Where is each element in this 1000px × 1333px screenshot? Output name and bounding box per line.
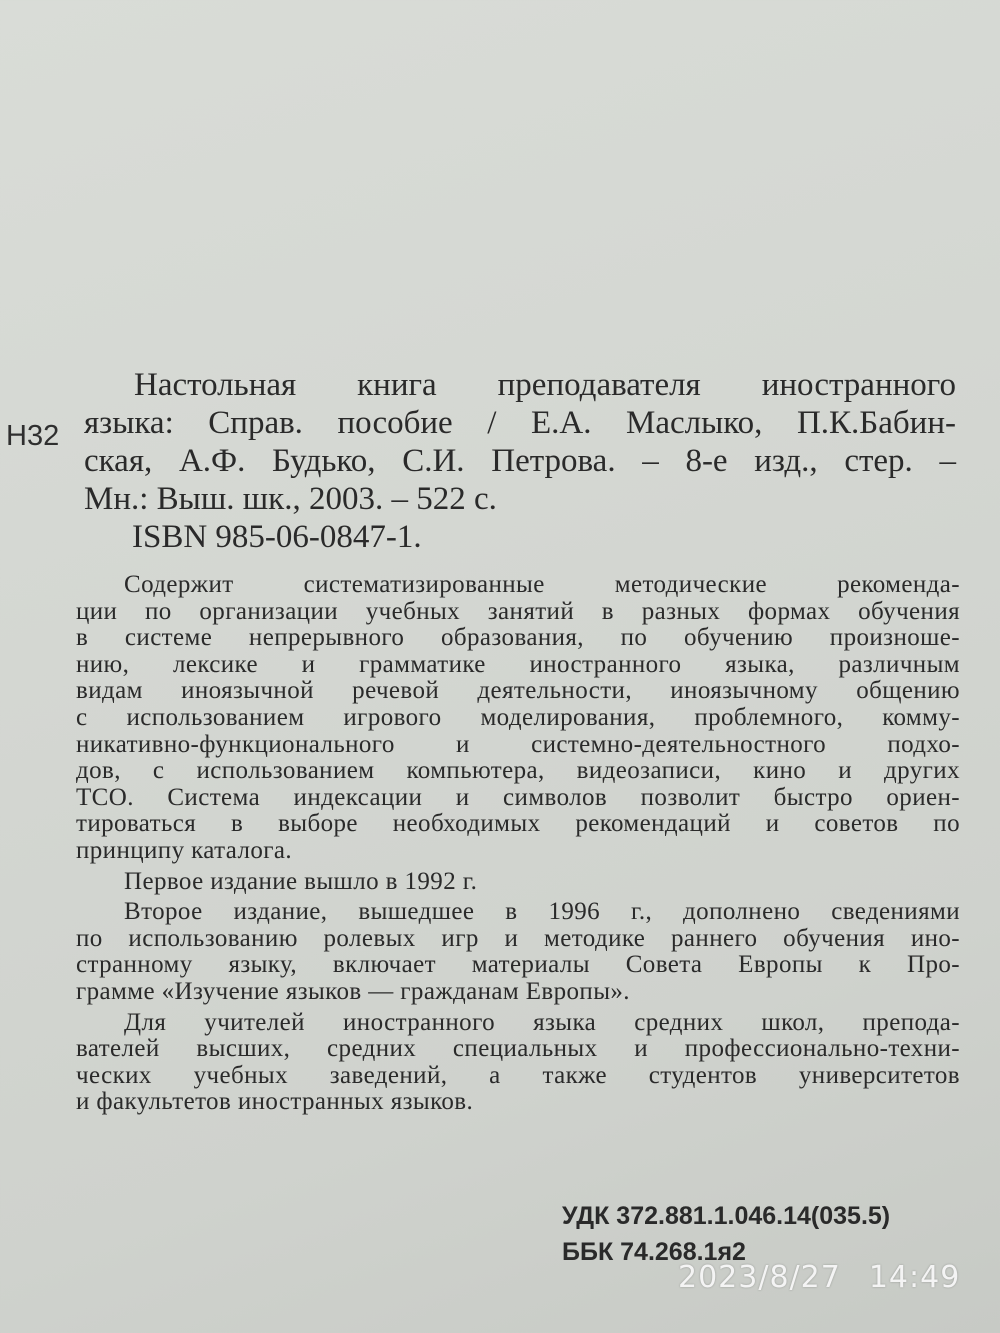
annotation-line: дов, с использованием компьютера, видеозаписи, кино и других — [76, 757, 960, 785]
bib-line: языка: Справ. пособие / Е.А. Маслыко, П.К.Бабин- — [84, 405, 956, 441]
bbk-code: ББК 74.268.1я2 — [562, 1238, 746, 1266]
annotation-line: странному языку, включает материалы Совета Европы к Про- — [76, 951, 960, 979]
audience-line: и факультетов иностранных языков. — [76, 1088, 474, 1116]
annotation-line: нию, лексике и грамматике иностранного языка, различным — [76, 650, 960, 678]
annotation-line: ции по организации учебных занятий в разных формах обучения — [76, 597, 960, 625]
annotation-line: Второе издание, вышедшее в 1996 г., дополнено сведениями — [124, 898, 960, 926]
annotation — [76, 572, 964, 1116]
bibliographic-record — [84, 366, 964, 556]
annotation-line: принципу каталога. — [76, 836, 293, 864]
annotation-line: по использованию ролевых игр и методике раннего обучения ино- — [76, 924, 960, 952]
annotation-line: ТСО. Система индексации и символов позволит быстро ориен- — [76, 783, 960, 811]
udk-code: УДК 372.881.1.046.14(035.5) — [562, 1202, 891, 1230]
annotation-line: видам иноязычной речевой деятельности, иноязычному общению — [76, 677, 960, 705]
audience-line: Для учителей иностранного языка средних школ, препода- — [124, 1008, 960, 1036]
timestamp-time: 14:49 — [868, 1260, 961, 1295]
bib-line: ская, А.Ф. Будько, С.И. Петрова. – 8-е изд., стер. – — [84, 443, 956, 479]
timestamp-date: 2023/8/27 — [678, 1260, 841, 1295]
first-edition-note: Первое издание вышло в 1992 г. — [124, 867, 478, 895]
annotation-line: с использованием игрового моделирования, проблемного, комму- — [76, 703, 960, 731]
author-cipher: Н32 — [6, 420, 60, 452]
annotation-line: никативно-функционального и системно-деятельностного подхо- — [76, 730, 960, 758]
annotation-line: Содержит систематизированные методические рекоменда- — [124, 571, 960, 598]
audience-line: ческих учебных заведений, а также студентов университетов — [76, 1061, 960, 1089]
annotation-line: тироваться в выборе необходимых рекомендаций и советов по — [76, 810, 960, 838]
annotation-line: в системе непрерывного образования, по обучению произноше- — [76, 624, 960, 652]
photo-timestamp — [678, 1260, 960, 1295]
isbn: ISBN 985-06-0847-1. — [132, 519, 422, 555]
bib-line: Настольная книга преподавателя иностранного — [134, 367, 956, 403]
audience-line: вателей высших, средних специальных и профессионально-техни- — [76, 1035, 960, 1063]
bib-line: Мн.: Выш. шк., 2003. – 522 с. — [84, 481, 497, 517]
annotation-line: грамме «Изучение языков — гражданам Европы». — [76, 977, 630, 1005]
